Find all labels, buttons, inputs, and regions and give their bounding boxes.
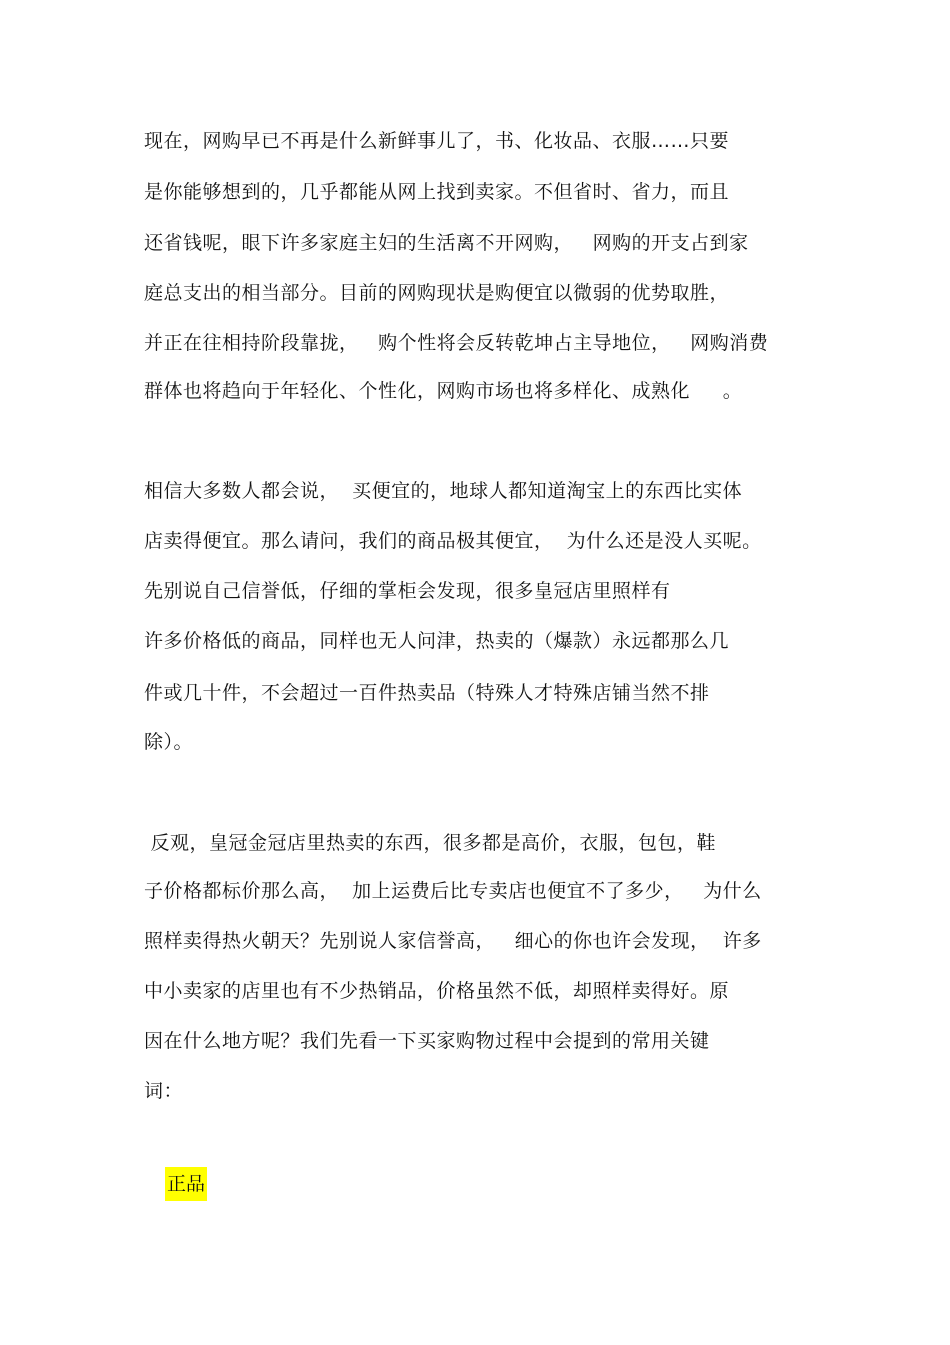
text-line: 照样卖得热火朝天？先别说人家信誉高， 细心的你也许会发现， 许多 [144, 930, 762, 952]
text-line: 许多价格低的商品，同样也无人问津，热卖的（爆款）永远都那么几 [144, 630, 730, 652]
text-line: 中小卖家的店里也有不少热销品，价格虽然不低，却照样卖得好。原 [144, 980, 730, 1002]
text-line: 庭总支出的相当部分。目前的网购现状是购便宜以微弱的优势取胜， [144, 282, 730, 304]
text-line: 除）。 [144, 731, 194, 753]
text-line: 反观，皇冠金冠店里热卖的东西，很多都是高价，衣服，包包，鞋 [144, 832, 717, 854]
text-line: 现在，网购早已不再是什么新鲜事儿了，书、化妆品、衣服……只要 [144, 130, 730, 152]
text-line: 还省钱呢，眼下许多家庭主妇的生活离不开网购， 网购的开支占到家 [144, 232, 749, 254]
text-line: 词： [144, 1080, 184, 1102]
text-line: 子价格都标价那么高， 加上运费后比专卖店也便宜不了多少， 为什么 [144, 880, 762, 902]
text-line: 因在什么地方呢？我们先看一下买家购物过程中会提到的常用关键 [144, 1030, 710, 1052]
text-line: 并正在往相持阶段靠拢， 购个性将会反转乾坤占主导地位， 网购消费 [144, 332, 769, 354]
text-line: 是你能够想到的，几乎都能从网上找到卖家。不但省时、省力，而且 [144, 181, 730, 203]
text-line: 件或几十件，不会超过一百件热卖品（特殊人才特殊店铺当然不排 [144, 682, 710, 704]
text-line: 先别说自己信誉低，仔细的掌柜会发现，很多皇冠店里照样有 [144, 580, 671, 602]
text-line: 相信大多数人都会说， 买便宜的，地球人都知道淘宝上的东西比实体 [144, 480, 743, 502]
keyword-highlight: 正品 [165, 1167, 207, 1201]
text-line: 群体也将趋向于年轻化、个性化，网购市场也将多样化、成熟化 。 [144, 380, 743, 402]
text-line: 店卖得便宜。那么请问，我们的商品极其便宜， 为什么还是没人买呢。 [144, 530, 762, 552]
